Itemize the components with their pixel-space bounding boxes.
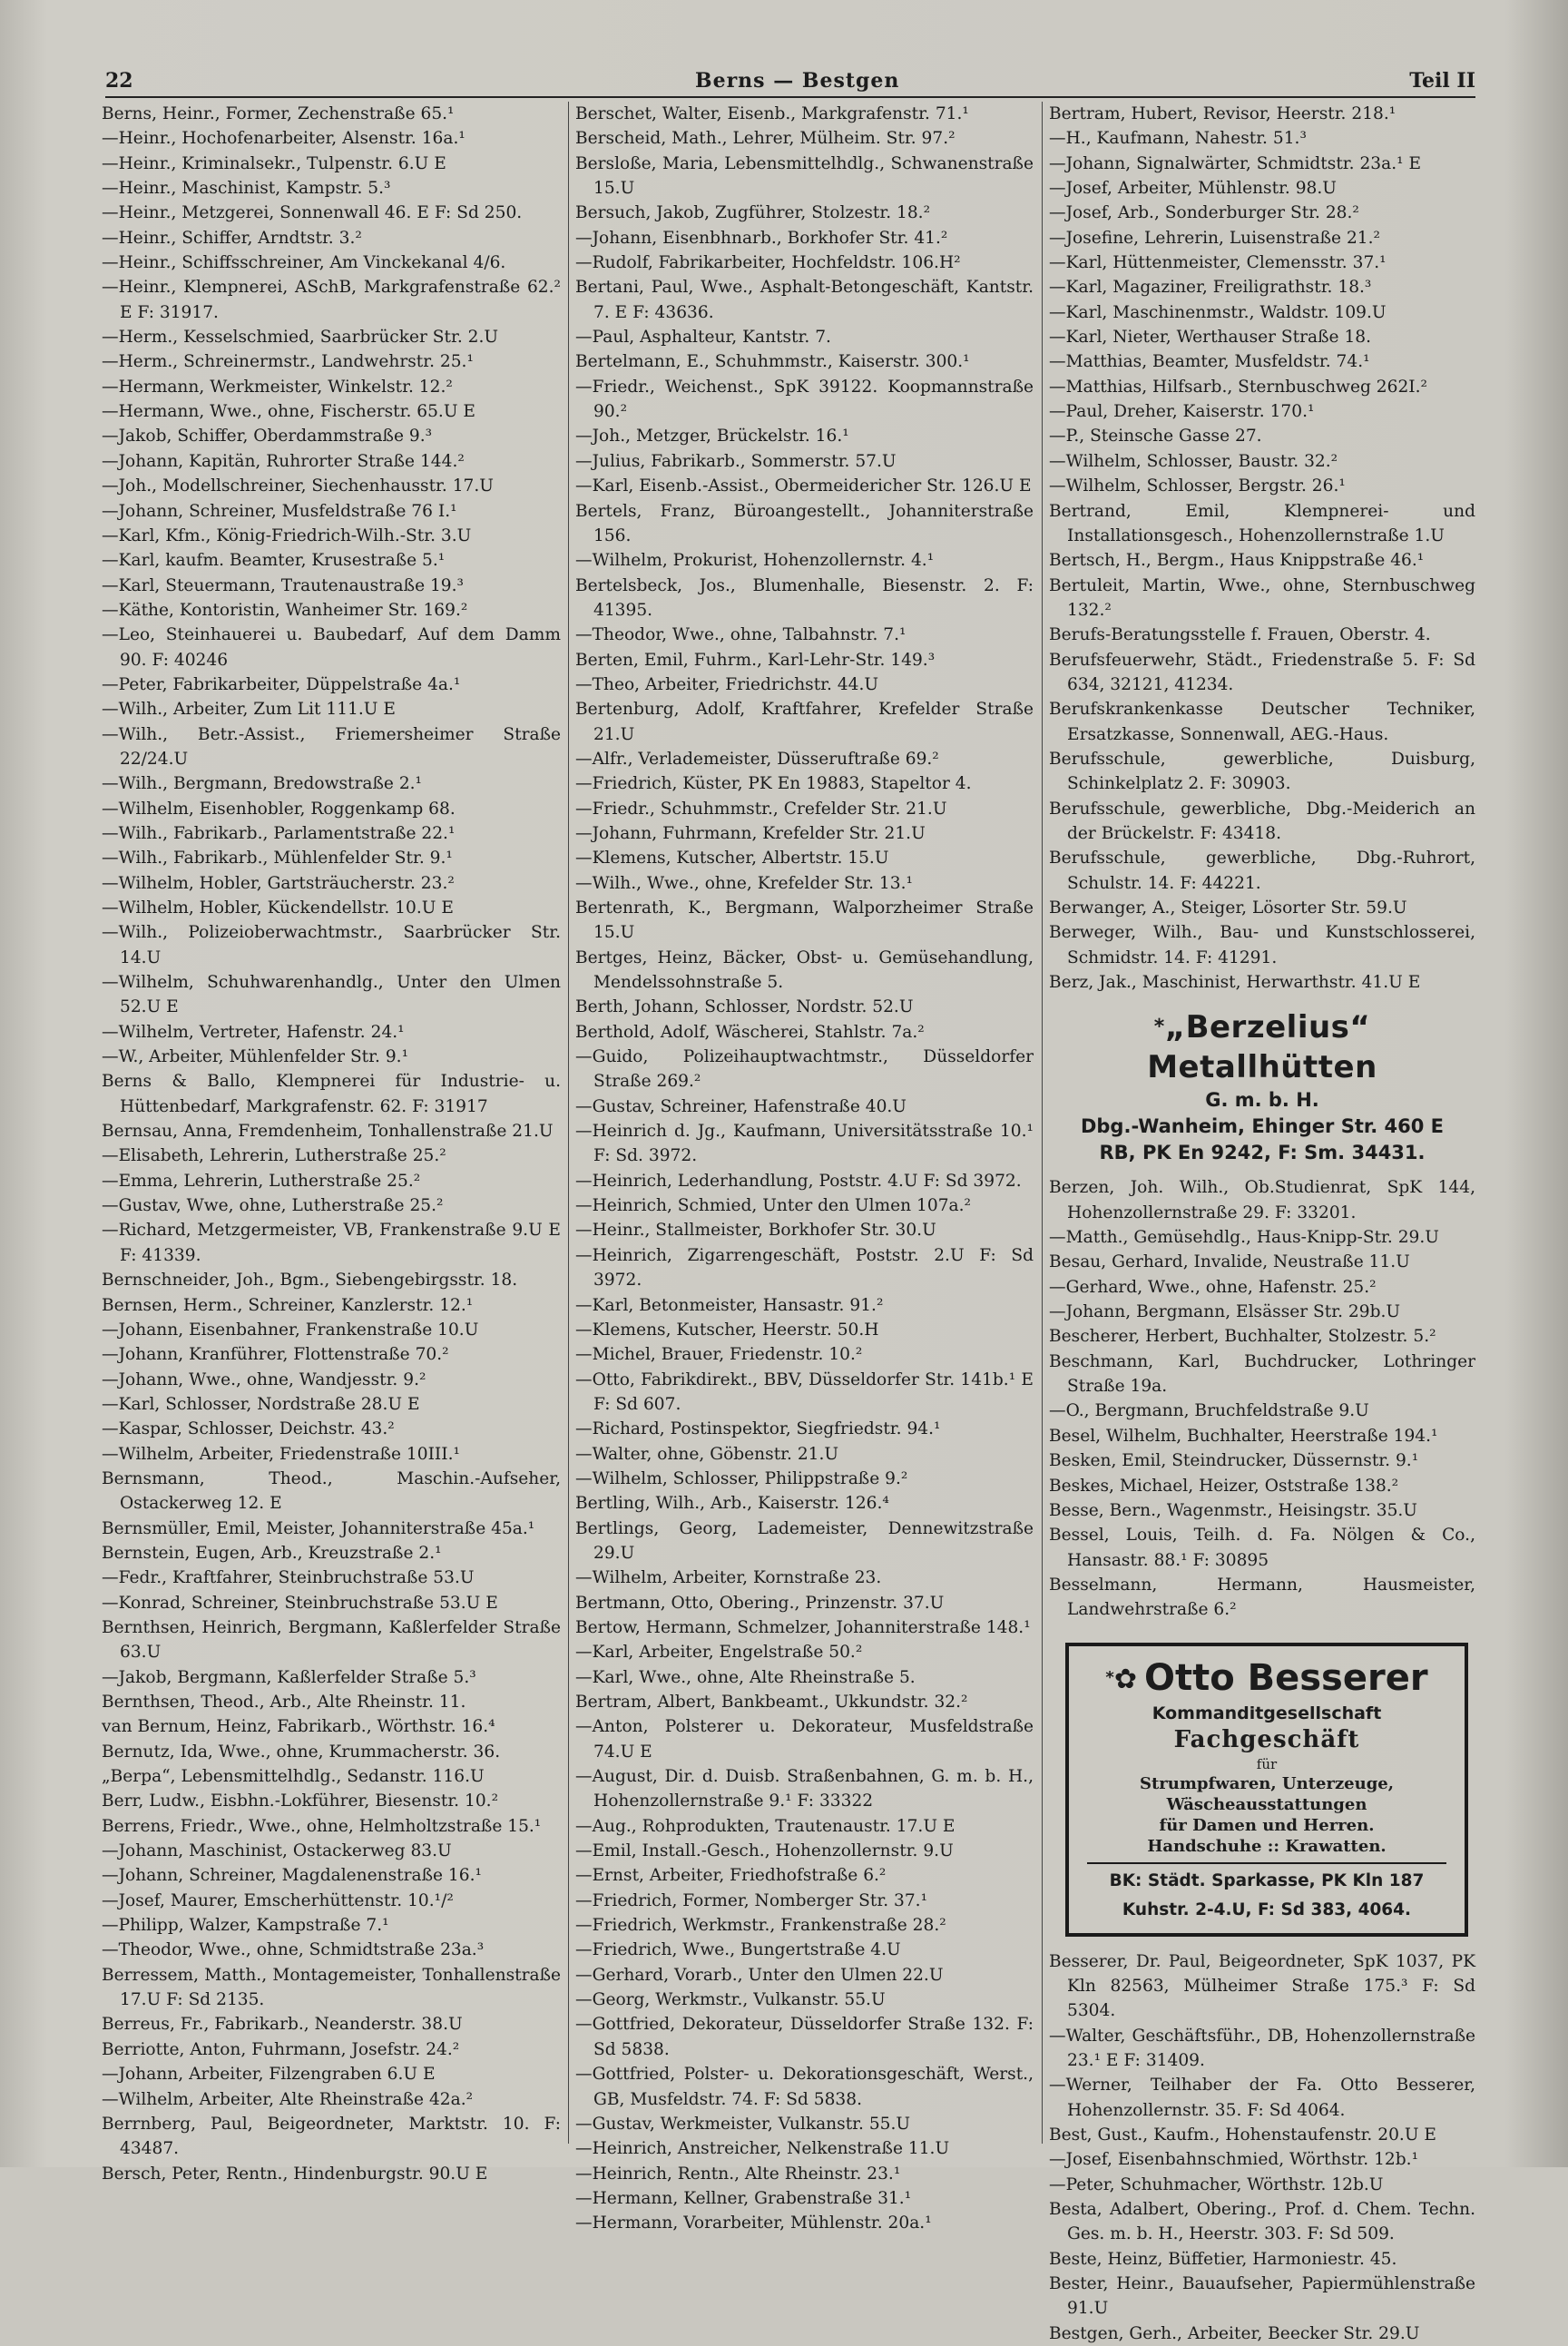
directory-entry: Best, Gust., Kaufm., Hohenstaufenstr. 20.U E (1049, 2125, 1436, 2145)
besserer-goods-2: Wäscheausstattungen (1166, 1794, 1367, 1814)
directory-entry: Besse, Bern., Wagenmstr., Heisingstr. 35.U (1049, 1500, 1417, 1520)
column-3 (1049, 102, 1475, 2343)
directory-entry: —Wilh., Polizeioberwachtmstr., Saarbrücker Str. 14.U (102, 923, 561, 967)
directory-entry: —Johann, Kranführer, Flottenstraße 70.² (102, 1345, 449, 1365)
directory-entry: —Karl, Wwe., ohne, Alte Rheinstraße 5. (575, 1667, 916, 1687)
directory-entry: —August, Dir. d. Duisb. Straßenbahnen, G. m. b. H., Hohenzollernstraße 9.¹ F: 33322 (575, 1767, 1034, 1811)
berzelius-line3: RB, PK En 9242, F: Sm. 34431. (1099, 1142, 1426, 1164)
directory-entry: —Karl, Kfm., König-Friedrich-Wilh.-Str. 3.U (102, 525, 472, 545)
header-rule (105, 96, 1475, 98)
berzelius-line1: G. m. b. H. (1205, 1089, 1319, 1112)
directory-entry: —Johann, Signalwärter, Schmidtstr. 23a.¹ E (1049, 153, 1422, 173)
directory-entry: —Heinr., Kriminalsekr., Tulpenstr. 6.U E (102, 153, 446, 173)
directory-entry: Bertsch, H., Bergm., Haus Knippstraße 46.¹ (1049, 551, 1425, 571)
directory-entry: —W., Arbeiter, Mühlenfelder Str. 9.¹ (102, 1047, 409, 1067)
directory-entry: —Gottfried, Polster- u. Dekorationsgeschäft, Werst., GB, Musfeldstr. 74. F: Sd 5838. (575, 2065, 1034, 2109)
directory-entry: Bertels, Franz, Büroangestellt., Johanniterstraße 156. (575, 501, 1034, 545)
besserer-name: Otto Besserer (1143, 1656, 1428, 1699)
directory-entry: —Otto, Fabrikdirekt., BBV, Düsseldorfer Str. 141b.¹ E F: Sd 607. (575, 1369, 1034, 1414)
directory-entry: Berscheid, Math., Lehrer, Mülheim. Str. 97.² (575, 129, 956, 149)
directory-entry: —Guido, Polizeihauptwachtmstr., Düsseldorfer Straße 269.² (575, 1047, 1034, 1092)
directory-entry: Besau, Gerhard, Invalide, Neustraße 11.U (1049, 1252, 1410, 1272)
directory-entry: Bertmann, Otto, Obering., Prinzenstr. 37.U (575, 1593, 945, 1613)
directory-entry: —Joh., Metzger, Brückelstr. 16.¹ (575, 427, 849, 447)
directory-entry: —Wilhelm, Schuhwarenhandlg., Unter den Ulmen 52.U E (102, 973, 561, 1017)
directory-entry: —Johann, Kapitän, Ruhrorter Straße 144.² (102, 451, 465, 471)
besserer-goods-1: Strumpfwaren, Unterzeuge, (1139, 1773, 1395, 1793)
column-1 (102, 102, 561, 2184)
directory-entry: —Heinr., Maschinist, Kampstr. 5.³ (102, 179, 391, 199)
directory-entry: —Karl, Magaziner, Freiligrathstr. 18.³ (1049, 278, 1372, 298)
directory-entry: —Theo, Arbeiter, Friedrichstr. 44.U (575, 674, 879, 694)
directory-entry: —Hermann, Vorarbeiter, Mühlenstr. 20a.¹ (575, 2213, 932, 2233)
directory-entry: —Heinrich, Schmied, Unter den Ulmen 107a.² (575, 1196, 971, 1216)
directory-entry: —Emil, Install.-Gesch., Hohenzollernstr. 9.U (575, 1841, 954, 1861)
besserer-goods-3: für Damen und Herren. (1159, 1815, 1375, 1835)
directory-entry: —Leo, Steinhauerei u. Baubedarf, Auf dem Damm 90. F: 40246 (102, 625, 561, 670)
directory-entry: —Emma, Lehrerin, Lutherstraße 25.² (102, 1171, 421, 1191)
directory-entry: Bersuch, Jakob, Zugführer, Stolzestr. 18.² (575, 203, 931, 223)
directory-entry: „Berpa“, Lebensmittelhdlg., Sedanstr. 116.U (102, 1767, 485, 1787)
column-3-entries-bottom (1049, 1949, 1475, 2346)
directory-entry: —Heinr., Stallmeister, Borkhofer Str. 30.U (575, 1221, 936, 1241)
directory-entry: Bernthsen, Heinrich, Bergmann, Kaßlerfelder Straße 63.U (102, 1617, 561, 1663)
directory-entry: Berressem, Matth., Montagemeister, Tonhallenstraße 17.U F: Sd 2135. (102, 1965, 561, 2010)
directory-entry: —Johann, Schreiner, Magdalenenstraße 16.¹ (102, 1866, 482, 1886)
directory-entry: —Walter, Geschäftsführ., DB, Hohenzollernstraße 23.¹ E F: 31409. (1049, 2026, 1475, 2070)
directory-entry: —Rudolf, Fabrikarbeiter, Hochfeldstr. 106.H² (575, 253, 961, 273)
directory-entry: Bernsen, Herm., Schreiner, Kanzlerstr. 12.¹ (102, 1295, 474, 1315)
directory-entry: —Konrad, Schreiner, Steinbruchstraße 53.U E (102, 1593, 498, 1613)
column-divider (1042, 102, 1043, 2144)
directory-entry: —Theodor, Wwe., ohne, Talbahnstr. 7.¹ (575, 625, 906, 645)
directory-entry: —Peter, Schuhmacher, Wörthstr. 12b.U (1049, 2174, 1384, 2194)
besserer-fachgeschaeft: Fachgeschäft (1173, 1725, 1360, 1753)
directory-entry: Bertelsbeck, Jos., Blumenhalle, Biesenstr. 2. F: 41395. (575, 575, 1034, 620)
directory-entry: —Johann, Eisenbahner, Frankenstraße 10.U (102, 1320, 479, 1340)
directory-entry: —Wilhelm, Arbeiter, Alte Rheinstraße 42a.² (102, 2089, 474, 2109)
directory-entry: —Josef, Maurer, Emscherhüttenstr. 10.¹/² (102, 1890, 454, 1910)
besserer-subtitle: Kommanditgesellschaft (1152, 1703, 1382, 1723)
directory-entry: Berufsschule, gewerbliche, Dbg.-Meiderich an der Brückelstr. F: 43418. (1049, 799, 1475, 843)
directory-entry: —Friedrich, Former, Nomberger Str. 37.¹ (575, 1890, 928, 1910)
directory-entry: Berthold, Adolf, Wäscherei, Stahlstr. 7a.² (575, 1022, 925, 1042)
directory-entry: Berreus, Fr., Fabrikarb., Neanderstr. 38.U (102, 2015, 463, 2035)
directory-entry: —O., Bergmann, Bruchfeldstraße 9.U (1049, 1401, 1369, 1421)
column-2 (575, 102, 1034, 2233)
directory-entry: —Wilhelm, Vertreter, Hafenstr. 24.¹ (102, 1022, 405, 1042)
directory-entry: —Herm., Schreinermstr., Landwehrstr. 25.¹ (102, 352, 474, 372)
directory-entry: —Käthe, Kontoristin, Wanheimer Str. 169.² (102, 600, 468, 620)
directory-entry: —Wilh., Bergmann, Bredowstraße 2.¹ (102, 774, 423, 794)
directory-entry: —Heinrich, Zigarrengeschäft, Poststr. 2.U F: Sd 3972. (575, 1245, 1034, 1291)
directory-entry: Bertuleit, Martin, Wwe., ohne, Sternbuschweg 132.² (1049, 575, 1475, 620)
directory-entry: —Georg, Werkmstr., Vulkanstr. 55.U (575, 1990, 886, 2010)
star-mark: * (1105, 1667, 1114, 1687)
directory-entry: Bertow, Hermann, Schmelzer, Johanniterstraße 148.¹ (575, 1617, 1031, 1637)
directory-entry: —Kaspar, Schlosser, Deichstr. 43.² (102, 1419, 395, 1439)
directory-entry: —Walter, ohne, Göbenstr. 21.U (575, 1444, 839, 1464)
directory-entry: —Herm., Kesselschmied, Saarbrücker Str. 2.U (102, 328, 499, 348)
directory-entry: Bertlings, Georg, Lademeister, Dennewitzstraße 29.U (575, 1518, 1034, 1563)
directory-entry: —Gustav, Werkmeister, Vulkanstr. 55.U (575, 2114, 911, 2134)
directory-entry: Besta, Adalbert, Obering., Prof. d. Chem. Techn. Ges. m. b. H., Heerstr. 303. F: Sd 509. (1049, 2200, 1475, 2244)
directory-entry: —Hermann, Werkmeister, Winkelstr. 12.² (102, 377, 453, 397)
directory-entry: —Wilhelm, Eisenhobler, Roggenkamp 68. (102, 799, 456, 819)
directory-entry: Bester, Heinr., Bauaufseher, Papiermühlenstraße 91.U (1049, 2274, 1475, 2319)
directory-entry: —Karl, Hüttenmeister, Clemensstr. 37.¹ (1049, 253, 1387, 273)
directory-entry: —Karl, Betonmeister, Hansastr. 91.² (575, 1295, 884, 1315)
directory-entry: —Elisabeth, Lehrerin, Lutherstraße 25.² (102, 1146, 446, 1166)
directory-entry: Berschet, Walter, Eisenb., Markgrafenstr. 71.¹ (575, 104, 969, 123)
directory-entry: —Friedrich, Wwe., Bungertstraße 4.U (575, 1940, 901, 1960)
name-range: Berns — Bestgen (695, 69, 900, 93)
directory-entry: Berth, Johann, Schlosser, Nordstr. 52.U (575, 997, 914, 1017)
directory-entry: —Friedr., Weichenst., SpK 39122. Koopmannstraße 90.² (575, 377, 1034, 422)
directory-entry: Berten, Emil, Fuhrm., Karl-Lehr-Str. 149.³ (575, 650, 936, 670)
directory-entry: van Bernum, Heinz, Fabrikarb., Wörthstr. 16.⁴ (102, 1717, 495, 1737)
besserer-fuer: für (1256, 1755, 1278, 1772)
directory-entry: Besselmann, Hermann, Hausmeister, Landwehrstraße 6.² (1049, 1575, 1475, 1620)
directory-entry: —Matth., Gemüsehdlg., Haus-Knipp-Str. 29.U (1049, 1228, 1439, 1248)
directory-entry: —Klemens, Kutscher, Heerstr. 50.H (575, 1320, 879, 1340)
directory-entry: —Peter, Fabrikarbeiter, Düppelstraße 4a.¹ (102, 674, 461, 694)
directory-entry: Bertram, Hubert, Revisor, Heerstr. 218.¹ (1049, 104, 1396, 123)
directory-entry: —Theodor, Wwe., ohne, Schmidtstraße 23a.³ (102, 1940, 485, 1960)
directory-entry: Bernschneider, Joh., Bgm., Siebengebirgsstr. 18. (102, 1271, 518, 1291)
directory-entry: Berns & Ballo, Klempnerei für Industrie- u. Hüttenbedarf, Markgrafenstr. 62. F: 31917 (102, 1072, 561, 1116)
berzelius-name: „Berzelius“ Metallhütten (1147, 1009, 1377, 1086)
directory-entry: —Karl, Schlosser, Nordstraße 28.U E (102, 1394, 420, 1414)
directory-entry: —Michel, Brauer, Friedenstr. 10.² (575, 1345, 863, 1365)
directory-entry: —Jakob, Bergmann, Kaßlerfelder Straße 5.³ (102, 1667, 476, 1687)
directory-entry: Bestgen, Gerh., Arbeiter, Beecker Str. 29.U (1049, 2323, 1420, 2343)
directory-entry: Besken, Emil, Steindrucker, Düssernstr. 9.¹ (1049, 1451, 1419, 1471)
flower-emblem-icon: ✿ (1113, 1663, 1137, 1695)
directory-entry: —Julius, Fabrikarb., Sommerstr. 57.U (575, 451, 897, 471)
directory-entry: —Karl, kaufm. Beamter, Krusestraße 5.¹ (102, 551, 446, 571)
besserer-contact-1: BK: Städt. Sparkasse, PK Kln 187 (1109, 1870, 1425, 1890)
directory-entry: Bertani, Paul, Wwe., Asphalt-Betongeschäft, Kantstr. 7. E F: 43636. (575, 278, 1034, 322)
directory-entry: —Josef, Eisenbahnschmied, Wörthstr. 12b.¹ (1049, 2150, 1419, 2170)
directory-entry: —Hermann, Wwe., ohne, Fischerstr. 65.U E (102, 402, 475, 422)
directory-entry: —Hermann, Kellner, Grabenstraße 31.¹ (575, 2188, 912, 2208)
directory-entry: —Jakob, Schiffer, Oberdammstraße 9.³ (102, 427, 433, 447)
directory-entry: Bernthsen, Theod., Arb., Alte Rheinstr. 11. (102, 1693, 466, 1712)
directory-entry: —Heinrich, Rentn., Alte Rheinstr. 23.¹ (575, 2164, 901, 2184)
besserer-goods-4: Handschuhe :: Krawatten. (1147, 1836, 1387, 1856)
directory-entry: Berzen, Joh. Wilh., Ob.Studienrat, SpK 144, Hohenzollernstraße 29. F: 33201. (1049, 1178, 1475, 1222)
ad-divider (1087, 1862, 1446, 1864)
directory-entry: —Gustav, Schreiner, Hafenstraße 40.U (575, 1096, 906, 1116)
directory-entry: —Heinr., Schiffsschreiner, Am Vinckekanal 4/6. (102, 253, 506, 273)
directory-entry: Berr, Ludw., Eisbhn.-Lokführer, Biesenstr. 10.² (102, 1791, 499, 1811)
directory-entry: —Josef, Arbeiter, Mühlenstr. 98.U (1049, 179, 1337, 199)
star-mark: * (1153, 1016, 1165, 1039)
directory-entry: —Johann, Maschinist, Ostackerweg 83.U (102, 1841, 452, 1861)
directory-entry: Berz, Jak., Maschinist, Herwarthstr. 41.U E (1049, 973, 1421, 993)
directory-entry: —Karl, Steuermann, Trautenaustraße 19.³ (102, 575, 465, 595)
directory-entry: —Wilh., Fabrikarb., Mühlenfelder Str. 9.¹ (102, 849, 453, 869)
directory-entry: —Johann, Arbeiter, Filzengraben 6.U E (102, 2065, 436, 2085)
directory-entry: Berwanger, A., Steiger, Lösorter Str. 59.U (1049, 898, 1407, 918)
directory-entry: —Wilh., Wwe., ohne, Krefelder Str. 13.¹ (575, 873, 913, 893)
directory-entry: —Joh., Modellschreiner, Siechenhausstr. 17.U (102, 476, 494, 496)
directory-entry: —Wilhelm, Prokurist, Hohenzollernstr. 4.¹ (575, 551, 935, 571)
directory-entry: Bernsmann, Theod., Maschin.-Aufseher, Ostackerweg 12. E (102, 1468, 561, 1514)
directory-entry: —Karl, Arbeiter, Engelstraße 50.² (575, 1643, 863, 1663)
directory-entry: —Heinrich d. Jg., Kaufmann, Universitätsstraße 10.¹ F: Sd. 3972. (575, 1122, 1034, 1166)
directory-entry: —Friedr., Schuhmmstr., Crefelder Str. 21.U (575, 799, 947, 819)
berzelius-brand (1049, 1007, 1475, 1087)
directory-entry: —Johann, Wwe., ohne, Wandjesstr. 9.² (102, 1369, 426, 1389)
directory-entry: Bernsau, Anna, Fremdenheim, Tonhallenstraße 21.U (102, 1122, 554, 1142)
directory-entry: —Johann, Bergmann, Elsässer Str. 29b.U (1049, 1302, 1401, 1322)
directory-entry: —Anton, Polsterer u. Dekorateur, Musfeldstraße 74.U E (575, 1717, 1034, 1762)
directory-entry: —Heinrich, Anstreicher, Nelkenstraße 11.U (575, 2139, 950, 2159)
directory-entry: Berufsschule, gewerbliche, Duisburg, Schinkelplatz 2. F: 30903. (1049, 749, 1475, 794)
directory-entry: —Heinr., Hochofenarbeiter, Alsenstr. 16a.¹ (102, 129, 466, 149)
page-header (105, 69, 1475, 100)
directory-entry: —Wilh., Betr.-Assist., Friemersheimer Straße 22/24.U (102, 724, 561, 769)
berzelius-line2: Dbg.-Wanheim, Ehinger Str. 460 E (1080, 1115, 1445, 1138)
besserer-brand (1078, 1655, 1455, 1703)
directory-entry: Bernsmüller, Emil, Meister, Johanniterstraße 45a.¹ (102, 1518, 535, 1538)
besserer-contact-2: Kuhstr. 2-4.U, F: Sd 383, 4064. (1122, 1899, 1412, 1919)
directory-entry: —Wilhelm, Schlosser, Philippstraße 9.² (575, 1468, 908, 1488)
directory-entry: —Wilhelm, Arbeiter, Kornstraße 23. (575, 1568, 882, 1588)
directory-entry: Bernutz, Ida, Wwe., ohne, Krummacherstr. 36. (102, 1742, 501, 1762)
directory-entry: —Heinr., Metzgerei, Sonnenwall 46. E F: Sd 250. (102, 203, 523, 223)
besserer-advertisement (1065, 1643, 1468, 1937)
directory-entry: —Wilh., Fabrikarb., Parlamentstraße 22.¹ (102, 823, 456, 843)
directory-entry: —Paul, Dreher, Kaiserstr. 170.¹ (1049, 402, 1315, 422)
directory-entry: Bertenrath, K., Bergmann, Walporzheimer Straße 15.U (575, 898, 1034, 943)
directory-entry: Berufs-Beratungsstelle f. Frauen, Oberstr. 4. (1049, 625, 1431, 645)
directory-entry: —Heinrich, Lederhandlung, Poststr. 4.U F: Sd 3972. (575, 1171, 1022, 1191)
directory-entry: Berrnberg, Paul, Beigeordneter, Marktstr. 10. F: 43487. (102, 2114, 561, 2159)
directory-entry: —Wilhelm, Hobler, Kückendellstr. 10.U E (102, 898, 454, 918)
directory-entry: —Klemens, Kutscher, Albertstr. 15.U (575, 849, 889, 869)
directory-entry: Bertenburg, Adolf, Kraftfahrer, Krefelder Straße 21.U (575, 700, 1034, 744)
directory-entry: —H., Kaufmann, Nahestr. 51.³ (1049, 129, 1307, 149)
directory-entry: Besserer, Dr. Paul, Beigeordneter, SpK 1037, PK Kln 82563, Mülheimer Straße 175.³ F: Sd 5304. (1049, 1951, 1475, 2021)
directory-entry: Bessel, Louis, Teilh. d. Fa. Nölgen & Co., Hansastr. 88.¹ F: 30895 (1049, 1526, 1475, 1570)
directory-entry: Bertram, Albert, Bankbeamt., Ukkundstr. 32.² (575, 1693, 968, 1712)
directory-entry: —Karl, Eisenb.-Assist., Obermeidericher Str. 126.U E (575, 476, 1032, 496)
directory-entry: Bertelmann, E., Schuhmmstr., Kaiserstr. 300.¹ (575, 352, 970, 372)
directory-entry: —Gottfried, Dekorateur, Düsseldorfer Straße 132. F: Sd 5838. (575, 2015, 1034, 2059)
directory-entry: Bertges, Heinz, Bäcker, Obst- u. Gemüsehandlung, Mendelssohnstraße 5. (575, 947, 1034, 993)
directory-entry: Besel, Wilhelm, Buchhalter, Heerstraße 194.¹ (1049, 1426, 1438, 1446)
berzelius-advertisement (1049, 1007, 1475, 1166)
directory-entry: Beschmann, Karl, Buchdrucker, Lothringer Straße 19a. (1049, 1351, 1475, 1397)
directory-entry: —Johann, Eisenbhnarb., Borkhofer Str. 41.² (575, 228, 948, 248)
directory-entry: —Fedr., Kraftfahrer, Steinbruchstraße 53.U (102, 1568, 475, 1588)
directory-entry: —Wilhelm, Hobler, Gartsträucherstr. 23.² (102, 873, 455, 893)
directory-entry: —Gerhard, Vorarb., Unter den Ulmen 22.U (575, 1965, 944, 1985)
directory-entry: —Matthias, Beamter, Musfeldstr. 74.¹ (1049, 352, 1370, 372)
directory-entry: —Josef, Arb., Sonderburger Str. 28.² (1049, 203, 1359, 223)
directory-entry: —Werner, Teilhaber der Fa. Otto Besserer, Hohenzollernstr. 35. F: Sd 4064. (1049, 2076, 1475, 2120)
directory-entry: Berufskrankenkasse Deutscher Techniker, Ersatzkasse, Sonnenwall, AEG.-Haus. (1049, 700, 1475, 744)
column-3-entries-top (1049, 102, 1475, 995)
directory-entry: —Johann, Fuhrmann, Krefelder Str. 21.U (575, 823, 926, 843)
directory-entry: —Alfr., Verlademeister, Düsseruftraße 69.² (575, 749, 939, 769)
part-label: Teil II (1409, 69, 1475, 93)
directory-entry: Bertrand, Emil, Klempnerei- und Installationsgesch., Hohenzollernstraße 1.U (1049, 501, 1475, 545)
directory-entry: —Karl, Maschinenmstr., Waldstr. 109.U (1049, 302, 1387, 322)
directory-entry: —Wilh., Arbeiter, Zum Lit 111.U E (102, 700, 396, 720)
directory-entry: Bersch, Peter, Rentn., Hindenburgstr. 90.U E (102, 2164, 488, 2184)
directory-entry: Berweger, Wilh., Bau- und Kunstschlosserei, Schmidstr. 14. F: 41291. (1049, 923, 1475, 967)
directory-entry: —Heinr., Schiffer, Arndtstr. 3.² (102, 228, 362, 248)
directory-entry: Berufsschule, gewerbliche, Dbg.-Ruhrort, Schulstr. 14. F: 44221. (1049, 849, 1475, 893)
directory-entry: Bersloße, Maria, Lebensmittelhdlg., Schwanenstraße 15.U (575, 153, 1034, 199)
directory-entry: Bescherer, Herbert, Buchhalter, Stolzestr. 5.² (1049, 1327, 1436, 1347)
directory-entry: —Richard, Metzgermeister, VB, Frankenstraße 9.U E F: 41339. (102, 1221, 561, 1265)
directory-entry: —Karl, Nieter, Werthauser Straße 18. (1049, 328, 1372, 348)
column-divider (568, 102, 569, 2144)
directory-entry: Bertling, Wilh., Arb., Kaiserstr. 126.⁴ (575, 1494, 889, 1514)
directory-entry: —Wilhelm, Schlosser, Baustr. 32.² (1049, 451, 1338, 471)
directory-entry: —Friedrich, Werkmstr., Frankenstraße 28.² (575, 1916, 946, 1936)
directory-entry: —Philipp, Walzer, Kampstraße 7.¹ (102, 1916, 389, 1936)
directory-entry: —Richard, Postinspektor, Siegfriedstr. 94.¹ (575, 1419, 941, 1439)
directory-entry: —Heinr., Klempnerei, ASchB, Markgrafenstraße 62.² E F: 31917. (102, 278, 561, 322)
directory-entry: —Aug., Rohprodukten, Trautenaustr. 17.U E (575, 1816, 956, 1836)
directory-entry: Berns, Heinr., Former, Zechenstraße 65.¹ (102, 104, 455, 123)
directory-entry: Berufsfeuerwehr, Städt., Friedenstraße 5. F: Sd 634, 32121, 41234. (1049, 650, 1475, 694)
directory-entry: —P., Steinsche Gasse 27. (1049, 427, 1262, 447)
directory-entry: —Paul, Asphalteur, Kantstr. 7. (575, 328, 831, 348)
directory-entry: —Matthias, Hilfsarb., Sternbuschweg 262I.² (1049, 377, 1427, 397)
directory-entry: Berriotte, Anton, Fuhrmann, Josefstr. 24.² (102, 2039, 460, 2059)
column-3-entries-middle (1049, 1175, 1475, 1622)
directory-entry: —Ernst, Arbeiter, Friedhofstraße 6.² (575, 1866, 887, 1886)
directory-entry: —Friedrich, Küster, PK En 19883, Stapeltor 4. (575, 774, 972, 794)
directory-entry: Beskes, Michael, Heizer, Oststraße 138.² (1049, 1476, 1399, 1496)
directory-entry: —Wilhelm, Schlosser, Bergstr. 26.¹ (1049, 476, 1346, 496)
directory-entry: Berrens, Friedr., Wwe., ohne, Helmholtzstraße 15.¹ (102, 1816, 542, 1836)
directory-entry: —Josefine, Lehrerin, Luisenstraße 21.² (1049, 228, 1380, 248)
directory-entry: —Gustav, Wwe, ohne, Lutherstraße 25.² (102, 1196, 444, 1216)
directory-entry: —Wilhelm, Arbeiter, Friedenstraße 10III.¹ (102, 1444, 460, 1464)
directory-entry: —Johann, Schreiner, Musfeldstraße 76 I.¹ (102, 501, 457, 521)
directory-entry: —Gerhard, Wwe., ohne, Hafenstr. 25.² (1049, 1277, 1377, 1297)
directory-entry: Beste, Heinz, Büffetier, Harmoniestr. 45. (1049, 2249, 1397, 2269)
directory-entry: Bernstein, Eugen, Arb., Kreuzstraße 2.¹ (102, 1543, 442, 1563)
page-number: 22 (105, 69, 133, 93)
